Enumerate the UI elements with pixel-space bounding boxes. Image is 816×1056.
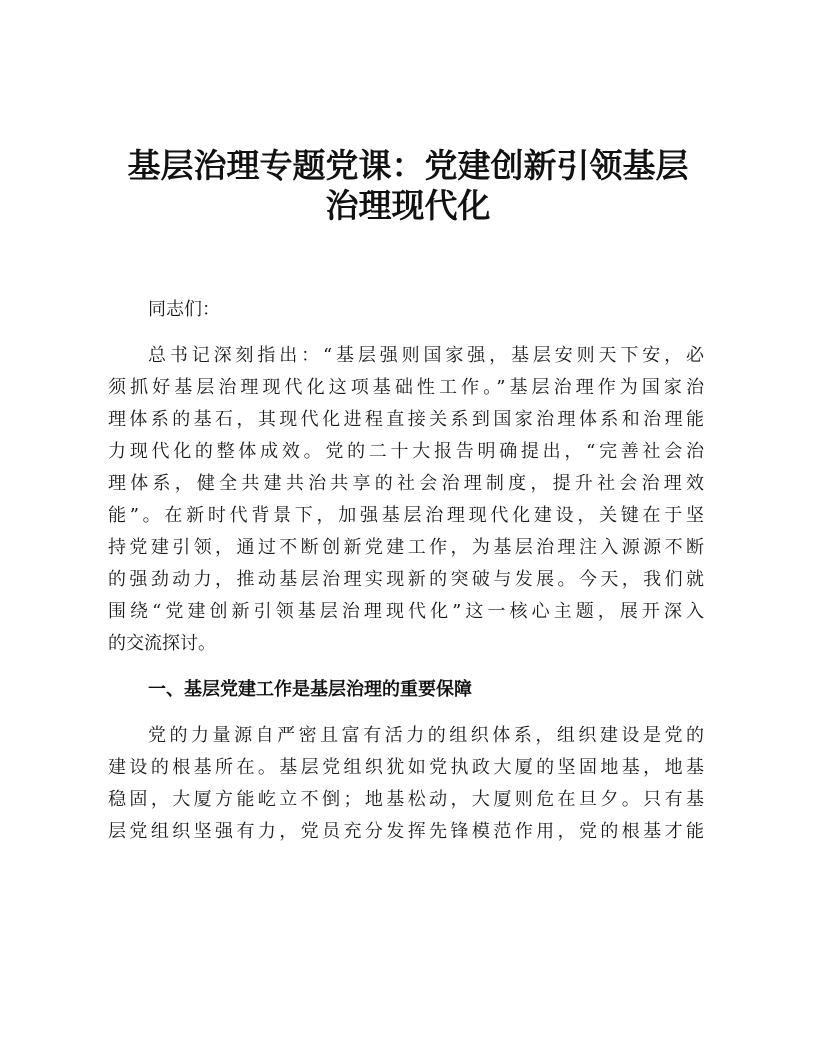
paragraph-line: 稳固，大厦方能屹立不倒；地基松动，大厦则危在旦夕。只有基 [108,789,704,810]
paragraph-line: 须抓好基层治理现代化这项基础性工作。”基层治理作为国家治 [108,377,704,398]
paragraph-line: 能”。在新时代背景下，加强基层治理现代化建设，关键在于坚 [108,505,704,526]
paragraph-line: 层党组织坚强有力，党员充分发挥先锋模范作用，党的根基才能 [108,821,704,842]
paragraph-line: 持党建引领，通过不断创新党建工作，为基层治理注入源源不断 [108,537,704,558]
paragraph-line: 党的力量源自严密且富有活力的组织体系，组织建设是党的 [148,725,704,746]
paragraph-line: 的强劲动力，推动基层治理实现新的突破与发展。今天，我们就 [108,569,704,590]
document-title [100,146,716,226]
paragraph-line: 总书记深刻指出：“基层强则国家强，基层安则天下安，必 [148,345,704,366]
title-line: 基层治理专题党课：党建创新引领基层 [127,146,689,185]
salutation: 同志们： [148,299,220,320]
section-heading: 一、基层党建工作是基层治理的重要保障 [148,679,472,700]
title-line: 治理现代化 [325,186,491,225]
paragraph-line: 建设的根基所在。基层党组织犹如党执政大厦的坚固地基，地基 [108,757,704,778]
paragraph-line: 理体系的基石，其现代化进程直接关系到国家治理体系和治理能 [108,409,704,430]
document-body [108,294,704,848]
paragraph-line: 理体系，健全共建共治共享的社会治理制度，提升社会治理效 [108,473,704,494]
paragraph-line: 力现代化的整体成效。党的二十大报告明确提出，“完善社会治 [108,441,704,462]
paragraph-line: 的交流探讨。 [108,633,216,654]
intro-paragraph [108,340,704,660]
section-paragraph [108,720,704,848]
paragraph-line: 围绕“党建创新引领基层治理现代化”这一核心主题，展开深入 [108,601,704,622]
